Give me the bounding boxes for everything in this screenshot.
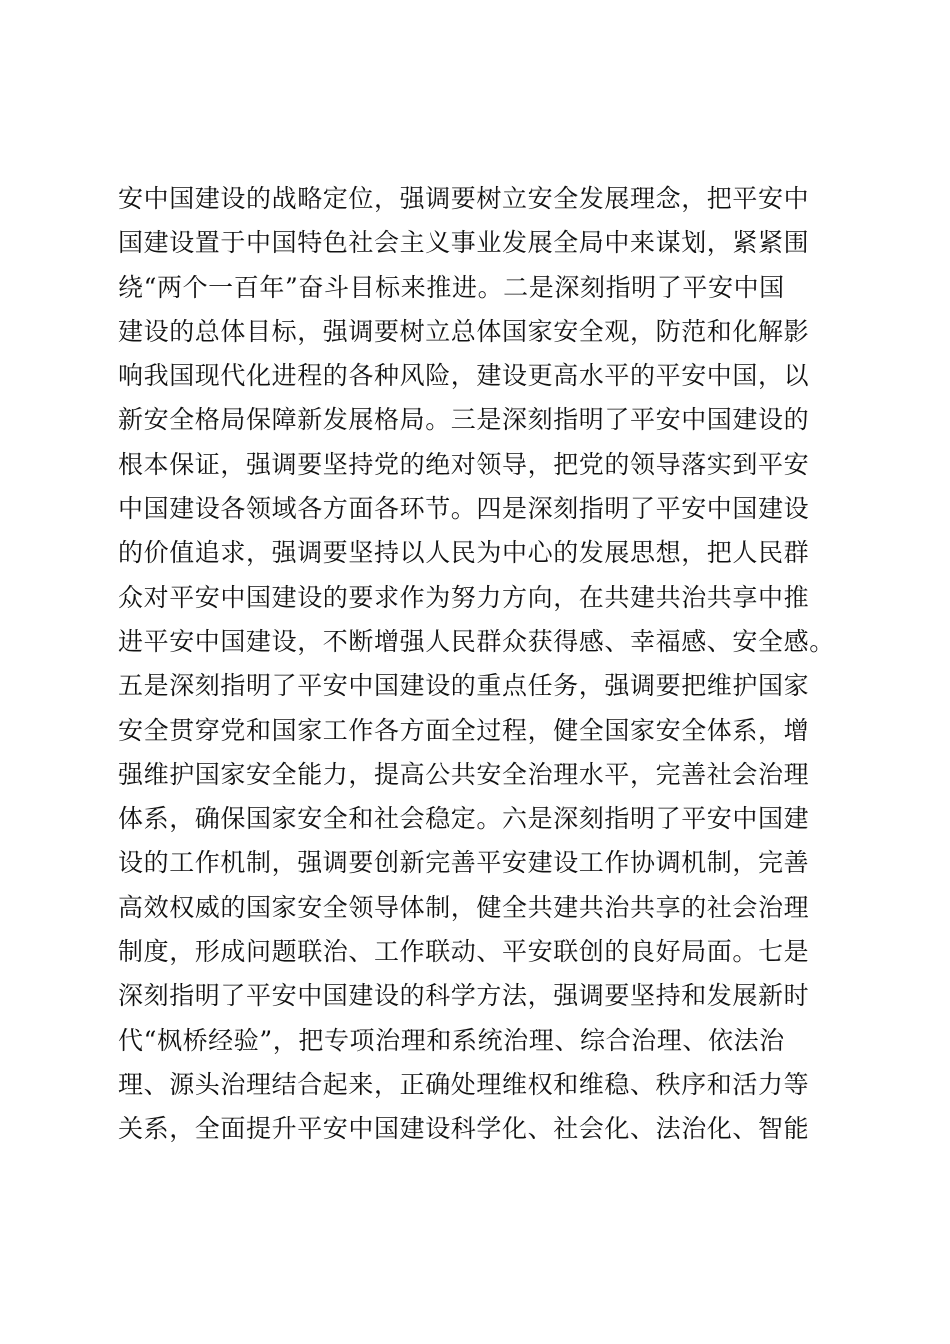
- text-line: 根本保证，强调要坚持党的绝对领导，把党的领导落实到平安: [118, 449, 810, 479]
- text-line: 众对平安中国建设的要求作为努力方向，在共建共治共享中推: [118, 582, 810, 612]
- text-line: 的价值追求，强调要坚持以人民为中心的发展思想，把人民群: [118, 538, 810, 568]
- body-text: [118, 177, 838, 1152]
- text-line: 强维护国家安全能力，提高公共安全治理水平，完善社会治理: [118, 759, 810, 789]
- text-line: 进平安中国建设，不断增强人民群众获得感、幸福感、安全感。: [118, 626, 835, 656]
- text-line: 高效权威的国家安全领导体制，健全共建共治共享的社会治理: [118, 892, 810, 922]
- text-line: 代“枫桥经验”，把专项治理和系统治理、综合治理、依法治: [118, 1025, 785, 1055]
- text-line: 五是深刻指明了平安中国建设的重点任务，强调要把维护国家: [118, 671, 810, 701]
- text-line: 响我国现代化进程的各种风险，建设更高水平的平安中国，以: [118, 361, 810, 391]
- text-line: 深刻指明了平安中国建设的科学方法，强调要坚持和发展新时: [118, 981, 810, 1011]
- text-line: 关系，全面提升平安中国建设科学化、社会化、法治化、智能: [118, 1114, 810, 1144]
- text-line: 建设的总体目标，强调要树立总体国家安全观，防范和化解影: [118, 316, 810, 346]
- text-line: 绕“两个一百年”奋斗目标来推进。二是深刻指明了平安中国: [118, 272, 785, 302]
- text-line: 国建设置于中国特色社会主义事业发展全局中来谋划，紧紧围: [118, 228, 810, 258]
- text-line: 安中国建设的战略定位，强调要树立安全发展理念，把平安中: [118, 184, 810, 213]
- text-line: 设的工作机制，强调要创新完善平安建设工作协调机制，完善: [118, 848, 810, 878]
- text-line: 制度，形成问题联治、工作联动、平安联创的良好局面。七是: [118, 937, 810, 967]
- text-line: 体系，确保国家安全和社会稳定。六是深刻指明了平安中国建: [118, 804, 810, 834]
- text-line: 理、源头治理结合起来，正确处理维权和维稳、秩序和活力等: [118, 1069, 810, 1099]
- text-line: 新安全格局保障新发展格局。三是深刻指明了平安中国建设的: [118, 405, 810, 435]
- text-line: 安全贯穿党和国家工作各方面全过程，健全国家安全体系，增: [118, 715, 810, 745]
- text-line: 中国建设各领域各方面各环节。四是深刻指明了平安中国建设: [118, 494, 810, 524]
